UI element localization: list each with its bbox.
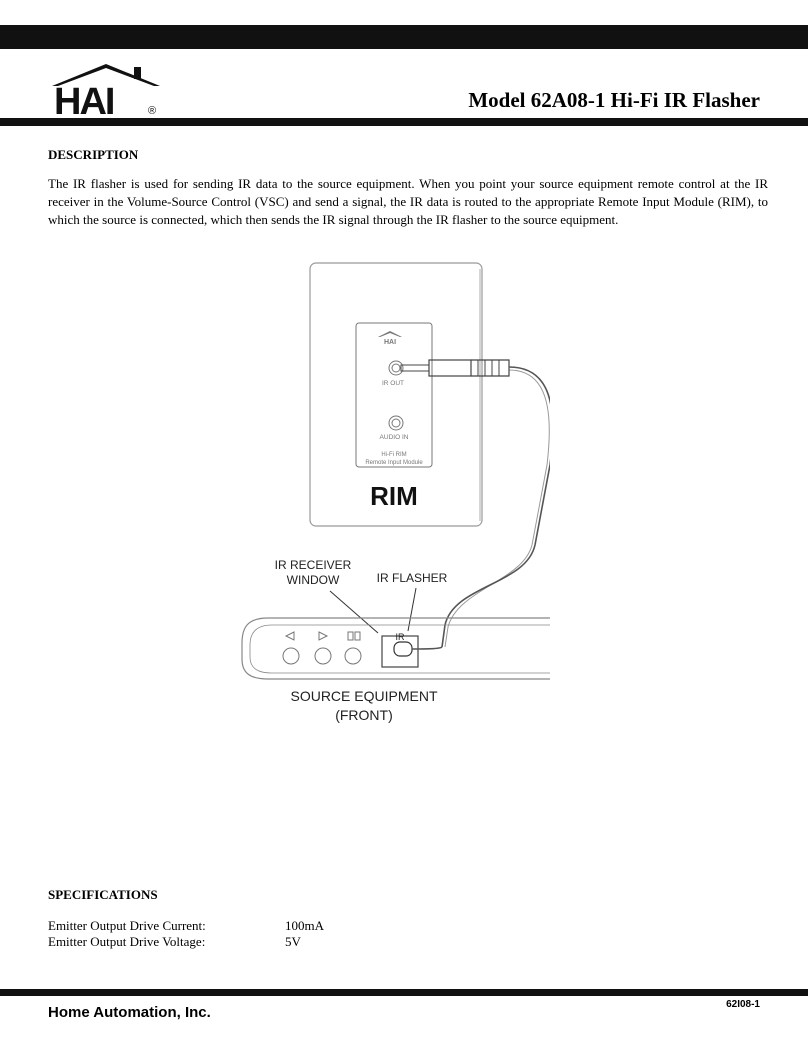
document-number: 62I08-1 <box>726 999 760 1010</box>
audio-in-label: AUDIO IN <box>379 434 409 441</box>
module-line2: Remote Input Module <box>365 460 423 466</box>
specifications-heading: SPECIFICATIONS <box>48 887 158 902</box>
rim-logo: HAI <box>383 339 397 346</box>
hai-logo <box>50 64 162 118</box>
top-bar <box>0 25 808 49</box>
source-label-2: (FRONT) <box>335 707 393 723</box>
audio-in-jack <box>389 416 403 430</box>
rim-label: RIM <box>370 481 418 511</box>
page-title: Model 62A08-1 Hi-Fi IR Flasher <box>468 88 760 112</box>
description-heading: DESCRIPTION <box>48 147 139 162</box>
ir-receiver-label-1: IR RECEIVER <box>274 558 352 572</box>
spec-value: 5V <box>285 934 301 949</box>
module-line1: Hi-Fi RIM <box>381 452 407 458</box>
spec-label: Emitter Output Drive Voltage: <box>48 934 206 949</box>
logo-text: HAI <box>54 81 114 118</box>
footer-rule <box>0 989 808 996</box>
ir-flasher-emitter <box>394 642 412 656</box>
registered-mark: ® <box>148 105 157 117</box>
ir-receiver-label-2: WINDOW <box>286 573 340 587</box>
ir-out-label: IR OUT <box>381 380 405 387</box>
header-rule <box>0 118 808 126</box>
ir-flasher-label: IR FLASHER <box>376 571 448 585</box>
company-name: Home Automation, Inc. <box>48 1004 211 1021</box>
ir-tag: IR <box>395 632 405 642</box>
ir-plug <box>429 360 471 376</box>
spec-value: 100mA <box>285 918 324 933</box>
connection-diagram <box>230 255 550 735</box>
ir-cable <box>442 367 550 647</box>
description-text: The IR flasher is used for sending IR data to the source equipment. When you point your source equipment remote control at the IR receiver in the Volume-Source Control (VSC) and send a signal, the IR data is routed to the appropriate Remote Input Module (RIM), to which the source is connected, which then sends the IR signal through the IR flasher to the source equipment. <box>48 176 768 227</box>
source-label-1: SOURCE EQUIPMENT <box>290 688 438 704</box>
spec-label: Emitter Output Drive Current: <box>48 918 206 933</box>
